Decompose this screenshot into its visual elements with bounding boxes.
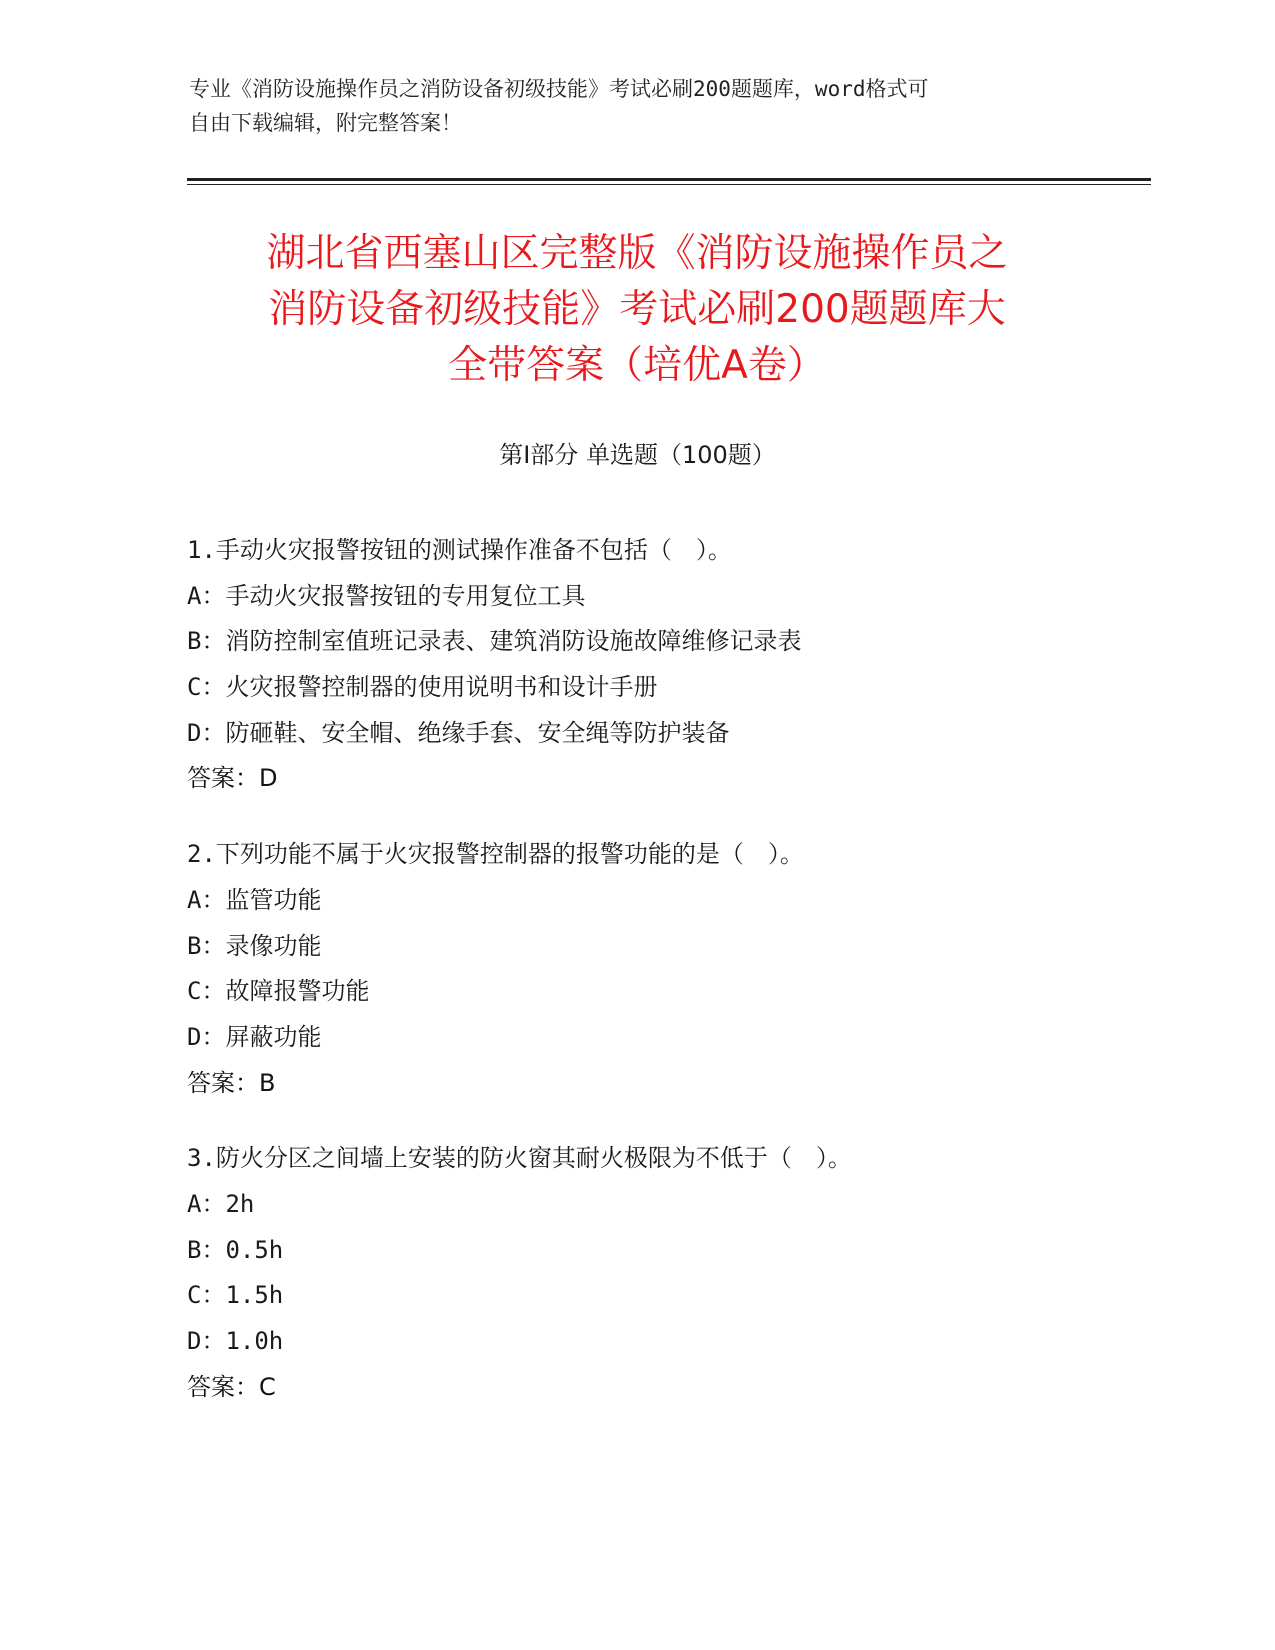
document-title-line-3: 全带答案（培优A卷）: [448, 343, 826, 388]
header-note-line-2: 自由下载编辑，附完整答案！: [189, 111, 462, 135]
option-b: B：0.5h: [187, 1235, 284, 1264]
answer-line: 答案：C: [187, 1372, 276, 1401]
document-title: [187, 226, 1087, 394]
answer-line: 答案：B: [187, 1068, 276, 1097]
document-title-line-2: 消防设备初级技能》考试必刷200题题库大: [268, 287, 1006, 332]
question-stem: 3.防火分区之间墙上安装的防火窗其耐火极限为不低于（ ）。: [187, 1144, 852, 1173]
option-c: C：故障报警功能: [187, 977, 370, 1006]
option-b: B：录像功能: [187, 931, 322, 960]
section-heading: 第Ⅰ部分 单选题（100题）: [499, 441, 776, 469]
option-c: C：火灾报警控制器的使用说明书和设计手册: [187, 673, 658, 702]
document-title-line-1: 湖北省西塞山区完整版《消防设施操作员之: [266, 231, 1008, 276]
option-a: A：2h: [187, 1189, 255, 1218]
option-a: A：手动火灾报警按钮的专用复位工具: [187, 581, 586, 610]
question-item: [187, 832, 1107, 1106]
question-list: [187, 528, 1107, 1440]
question-item: [187, 528, 1107, 802]
answer-line: 答案：D: [187, 764, 278, 793]
question-item: [187, 1136, 1107, 1410]
header-note: [189, 72, 1069, 140]
header-note-line-1: 专业《消防设施操作员之消防设备初级技能》考试必刷200题题库，word格式可: [189, 77, 929, 101]
option-a: A：监管功能: [187, 885, 322, 914]
option-d: D：1.0h: [187, 1327, 284, 1355]
option-b: B：消防控制室值班记录表、建筑消防设施故障维修记录表: [187, 627, 802, 656]
header-divider-thick: [187, 178, 1151, 181]
question-stem: 1.手动火灾报警按钮的测试操作准备不包括（ ）。: [187, 536, 732, 564]
header-divider-thin: [187, 184, 1151, 185]
question-stem: 2.下列功能不属于火灾报警控制器的报警功能的是（ ）。: [187, 840, 804, 869]
option-d: D：屏蔽功能: [187, 1022, 322, 1051]
option-c: C：1.5h: [187, 1281, 284, 1310]
option-d: D：防砸鞋、安全帽、绝缘手套、安全绳等防护装备: [187, 718, 730, 747]
